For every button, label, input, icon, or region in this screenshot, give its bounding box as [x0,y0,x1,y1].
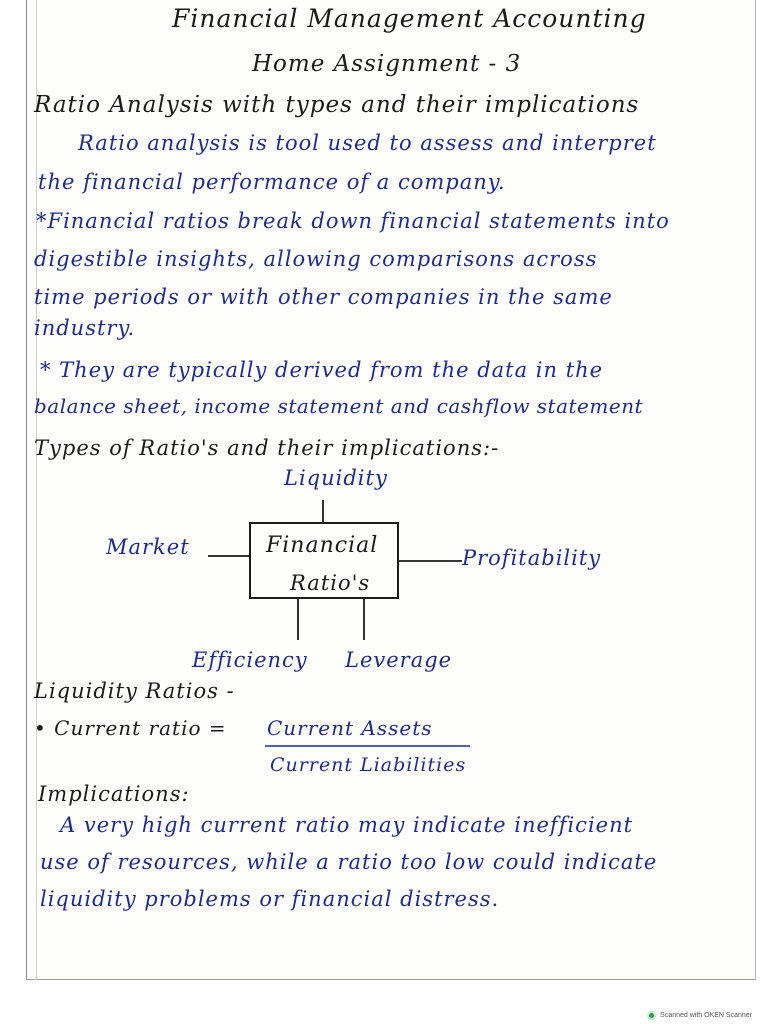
implication-line: liquidity problems or financial distress. [40,887,500,911]
intro-line: the financial performance of a company. [38,170,506,194]
topic-heading: Ratio Analysis with types and their implications [34,92,640,118]
page-title: Financial Management Accounting [172,4,647,33]
scanner-text: Scanned with OKEN Scanner [660,1012,752,1019]
formula-numerator: Current Assets [267,716,433,740]
intro-line: digestible insights, allowing comparisons across [34,247,598,271]
intro-line: *Financial ratios break down financial statements into [36,209,670,233]
implication-line: A very high current ratio may indicate inefficient [60,813,634,837]
intro-line: industry. [34,316,136,340]
intro-line: time periods or with other companies in the same [34,285,613,309]
scanner-logo-icon [647,1011,656,1020]
formula-lhs: • Current ratio = [34,716,227,740]
diagram-node-profitability: Profitability [462,546,602,570]
formula-denominator: Current Liabilities [270,754,467,776]
types-heading: Types of Ratio's and their implications:- [34,436,500,460]
implications-heading: Implications: [38,782,190,806]
scanner-watermark [647,1011,752,1020]
diagram-node-liquidity: Liquidity [284,466,388,490]
diagram-center-label: Financial [266,533,379,558]
intro-line: balance sheet, income statement and cashflow statement [34,394,644,418]
diagram-center-label: Ratio's [290,571,371,595]
liquidity-heading: Liquidity Ratios - [34,679,235,703]
implication-line: use of resources, while a ratio too low could indicate [40,850,658,874]
diagram-node-leverage: Leverage [345,648,453,672]
intro-line: * They are typically derived from the data in the [40,358,604,382]
diagram-node-efficiency: Efficiency [192,648,308,672]
intro-line: Ratio analysis is tool used to assess and interpret [78,131,657,155]
page-subtitle: Home Assignment - 3 [252,51,522,77]
diagram-node-market: Market [106,535,190,559]
